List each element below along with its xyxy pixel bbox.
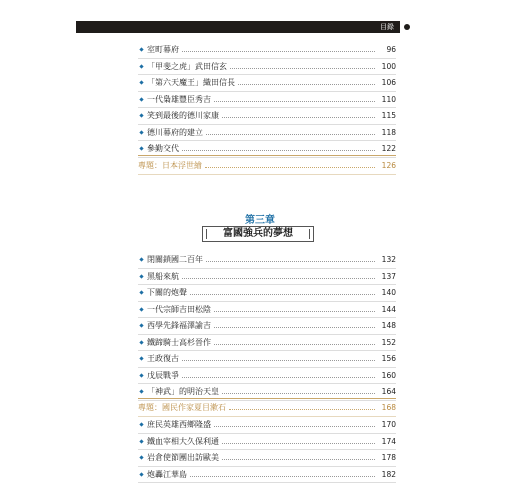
toc-page: 137: [381, 271, 396, 281]
toc-page: 144: [381, 304, 396, 314]
toc-page: 110: [381, 94, 396, 104]
diamond-bullet-icon: [139, 81, 143, 85]
toc-title: 炮轟江華島: [147, 469, 187, 479]
special-rule: [138, 398, 396, 399]
toc-title: 鐵蹄騎士高杉晉作: [147, 337, 211, 347]
toc-row-special[interactable]: [138, 400, 396, 417]
toc-row[interactable]: [138, 434, 396, 451]
toc-title: 王政復古: [147, 354, 179, 364]
toc-section-three: [138, 417, 396, 483]
toc-page: 106: [381, 78, 396, 88]
leader-dots: [206, 261, 375, 262]
toc-title: 專題：日本浮世繪: [138, 161, 202, 171]
toc-row[interactable]: [138, 368, 396, 385]
toc-row-special[interactable]: [138, 158, 396, 175]
diamond-bullet-icon: [139, 390, 143, 394]
toc-title: 庶民英雄西鄉隆盛: [147, 420, 211, 430]
toc-page: 118: [381, 127, 396, 137]
toc-special-one: [138, 158, 396, 175]
toc-title: 一代梟雄豐臣秀吉: [147, 94, 211, 104]
toc-title: 黑船來航: [147, 271, 179, 281]
toc-page: 126: [381, 161, 396, 171]
diamond-bullet-icon: [139, 97, 143, 101]
toc-row[interactable]: [138, 108, 396, 125]
toc-page: 164: [381, 387, 396, 397]
diamond-bullet-icon: [139, 64, 143, 68]
toc-row[interactable]: [138, 92, 396, 109]
toc-page: 140: [381, 288, 396, 298]
chapter-number: 第三章: [245, 215, 275, 226]
toc-title: 笑到最後的德川家康: [147, 111, 219, 121]
toc-page: 174: [381, 436, 396, 446]
toc-page: 160: [381, 370, 396, 380]
toc-row[interactable]: [138, 42, 396, 59]
toc-row[interactable]: [138, 417, 396, 434]
leader-dots: [222, 393, 375, 394]
leader-dots: [182, 360, 375, 361]
diamond-bullet-icon: [139, 373, 143, 377]
leader-dots: [229, 409, 375, 410]
toc-title: 閉關鎖國二百年: [147, 255, 203, 265]
diamond-bullet-icon: [139, 291, 143, 295]
toc-title: 專題：國民作家夏目漱石: [138, 403, 226, 413]
toc-title: 德川幕府的建立: [147, 127, 203, 137]
toc-page: 132: [381, 255, 396, 265]
chapter-title-box: [202, 226, 314, 242]
leader-dots: [190, 294, 375, 295]
toc-title: 戊辰戰爭: [147, 370, 179, 380]
toc-row[interactable]: [138, 467, 396, 484]
toc-title: 岩倉使節團出訪歐美: [147, 453, 219, 463]
toc-page: 170: [381, 420, 396, 430]
toc-title: 鐵血宰相大久保利通: [147, 436, 219, 446]
leader-dots: [222, 117, 375, 118]
toc-title: 「第六天魔王」織田信長: [147, 78, 235, 88]
toc-page: 178: [381, 453, 396, 463]
leader-dots: [205, 167, 375, 168]
diamond-bullet-icon: [139, 258, 143, 262]
toc-title: 西學先鋒福澤諭吉: [147, 321, 211, 331]
toc-title: 室町幕府: [147, 45, 179, 55]
toc-section-one: [138, 42, 396, 158]
toc-title: 下關的炮聲: [147, 288, 187, 298]
toc-page: 152: [381, 337, 396, 347]
toc-page: 122: [381, 144, 396, 154]
leader-dots: [182, 51, 375, 52]
toc-row[interactable]: [138, 318, 396, 335]
toc-row[interactable]: [138, 75, 396, 92]
diamond-bullet-icon: [139, 423, 143, 427]
toc-row[interactable]: [138, 450, 396, 467]
toc-page: 148: [381, 321, 396, 331]
toc-page: 115: [381, 111, 396, 121]
toc-title: 參勤交代: [147, 144, 179, 154]
diamond-bullet-icon: [139, 130, 143, 134]
toc-title: 「甲斐之虎」武田信玄: [147, 61, 227, 71]
diamond-bullet-icon: [139, 324, 143, 328]
leader-dots: [238, 84, 375, 85]
toc-title: 一代宗師吉田松陰: [147, 304, 211, 314]
header-bar: [76, 21, 400, 33]
leader-dots: [222, 443, 375, 444]
chapter-title: 富國強兵的夢想: [223, 228, 293, 239]
diamond-bullet-icon: [139, 357, 143, 361]
leader-dots: [182, 278, 375, 279]
leader-dots: [214, 101, 375, 102]
toc-row[interactable]: [138, 59, 396, 76]
diamond-bullet-icon: [139, 114, 143, 118]
toc-page: 96: [386, 45, 396, 55]
diamond-bullet-icon: [139, 340, 143, 344]
toc-page: 100: [381, 61, 396, 71]
toc-row[interactable]: [138, 252, 396, 269]
toc-page: 182: [381, 469, 396, 479]
leader-dots: [214, 344, 375, 345]
diamond-bullet-icon: [139, 48, 143, 52]
toc-row[interactable]: [138, 335, 396, 352]
leader-dots: [230, 68, 375, 69]
diamond-bullet-icon: [139, 456, 143, 460]
diamond-bullet-icon: [139, 307, 143, 311]
toc-special-two: [138, 400, 396, 417]
leader-dots: [214, 311, 375, 312]
header-label: 目錄: [380, 23, 394, 31]
header-dot: [404, 24, 410, 30]
toc-page: 168: [381, 403, 396, 413]
diamond-bullet-icon: [139, 274, 143, 278]
diamond-bullet-icon: [139, 472, 143, 476]
leader-dots: [214, 426, 375, 427]
leader-dots: [190, 476, 375, 477]
special-rule: [138, 155, 396, 156]
toc-row[interactable]: [138, 285, 396, 302]
toc-row[interactable]: [138, 269, 396, 286]
toc-page: 156: [381, 354, 396, 364]
toc-row[interactable]: [138, 125, 396, 142]
leader-dots: [222, 459, 375, 460]
diamond-bullet-icon: [139, 147, 143, 151]
toc-row[interactable]: [138, 302, 396, 319]
toc-section-two: [138, 252, 396, 401]
toc-title: 「神武」的明治天皇: [147, 387, 219, 397]
leader-dots: [182, 377, 375, 378]
toc-row[interactable]: [138, 351, 396, 368]
diamond-bullet-icon: [139, 439, 143, 443]
leader-dots: [182, 150, 375, 151]
leader-dots: [214, 327, 375, 328]
leader-dots: [206, 134, 375, 135]
